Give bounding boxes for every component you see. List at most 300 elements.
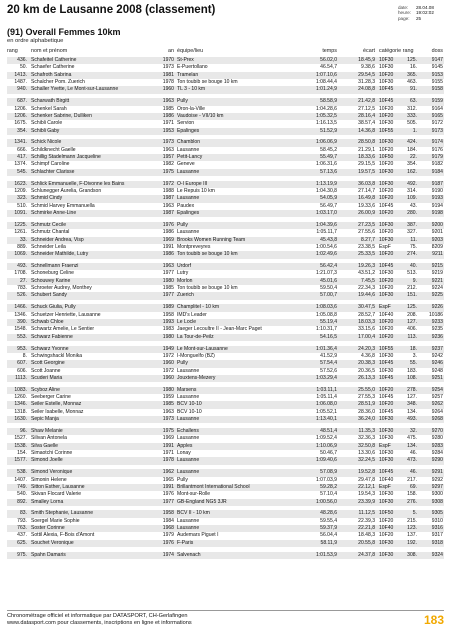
cell-year: 1963 bbox=[162, 263, 174, 270]
cell-rank: 436. bbox=[17, 57, 27, 63]
cell-time: 45.43,8 bbox=[320, 236, 337, 243]
cell-category-rank: 43. bbox=[409, 202, 417, 209]
cell-gap: 26.13,3 bbox=[358, 374, 375, 381]
cell-gap: 8.27,7 bbox=[360, 236, 375, 243]
page-value: 25 bbox=[416, 15, 422, 21]
cell-name: Schlick Emmanuelle, F-Divonne les Bains bbox=[31, 180, 125, 187]
cell-time: 1:10.06,9 bbox=[315, 442, 337, 449]
cell-category: 10F45 bbox=[379, 374, 394, 381]
table-row bbox=[7, 98, 444, 105]
cell-year: 1958 bbox=[162, 311, 174, 318]
cell-rank: 625. bbox=[17, 539, 27, 546]
cell-year: 1957 bbox=[162, 154, 174, 161]
cell-time: 1:08.03,6 bbox=[315, 304, 337, 311]
cell-rank: 1260. bbox=[14, 394, 27, 401]
cell-time: 1:05.32,5 bbox=[315, 112, 337, 119]
cell-club: Lausanne bbox=[177, 517, 200, 524]
cell-club: BCV II - 10 km bbox=[177, 510, 210, 517]
cell-category: 10F30 bbox=[379, 435, 394, 442]
table-row bbox=[7, 540, 444, 547]
cell-club: Le Mont-sur-Lausanne bbox=[177, 345, 228, 352]
cell-rank: 763. bbox=[17, 525, 27, 532]
cell-club: Jouxtens-Mezery bbox=[177, 374, 216, 381]
cell-time: 1:05.52,1 bbox=[315, 408, 337, 415]
table-row bbox=[7, 428, 444, 435]
cell-gap: 19.54,3 bbox=[358, 491, 375, 498]
cell-time: 55.49,7 bbox=[320, 154, 337, 161]
cell-gap: 21.42,8 bbox=[358, 98, 375, 105]
cell-club: Vaudoise - VII/10 km bbox=[177, 112, 224, 119]
cell-club: Lutry bbox=[177, 270, 189, 277]
cell-category: 10F30 bbox=[379, 57, 394, 63]
cell-gap: 25.55,0 bbox=[358, 386, 375, 393]
table-row bbox=[7, 477, 444, 484]
cell-gap: 28.16,4 bbox=[358, 112, 375, 119]
cell-category-rank: 208. bbox=[407, 311, 417, 318]
cell-time: 1:06.08,0 bbox=[315, 401, 337, 408]
cell-category: 10F30 bbox=[379, 450, 394, 456]
table-row bbox=[7, 229, 444, 236]
cell-rank: 1708. bbox=[14, 270, 27, 277]
cell-category-rank: 109. bbox=[407, 195, 417, 202]
cell-bib: 9242 bbox=[431, 352, 443, 359]
cell-category-rank: 312. bbox=[407, 105, 417, 112]
cell-year: 1958 bbox=[162, 510, 174, 517]
cell-year: 1963 bbox=[162, 408, 174, 415]
cell-name: Schaller Yvette, Le Mont-sur-Lausanne bbox=[31, 86, 119, 93]
cell-time: 58.45,2 bbox=[320, 146, 337, 153]
cell-time: 59.50,4 bbox=[320, 285, 337, 292]
cell-name: Schwartz Amelie, Le Sentier bbox=[31, 326, 95, 333]
cell-category: 10F20 bbox=[379, 386, 394, 393]
cell-category-rank: 75. bbox=[409, 243, 417, 250]
cell-name: Schneider Leila bbox=[31, 243, 66, 250]
cell-time: 1:09.40,6 bbox=[315, 457, 337, 464]
cell-year: 1973 bbox=[162, 416, 174, 423]
cell-category-rank: 212. bbox=[407, 285, 417, 292]
cell-category: 10F55 bbox=[379, 127, 394, 134]
cell-gap: 28.52,7 bbox=[358, 311, 375, 318]
cell-time: 1:01.24,9 bbox=[315, 86, 337, 93]
cell-category-rank: 473. bbox=[407, 457, 417, 464]
cell-club: Jaeger Lecoultre II - Jean-Marc Paget bbox=[177, 326, 262, 333]
cell-category: 10F30 bbox=[379, 539, 394, 546]
cell-category: 10F20 bbox=[379, 517, 394, 524]
cell-club: BCV 10-10 bbox=[177, 401, 202, 408]
cell-category-rank: 134. bbox=[407, 442, 417, 449]
cell-rank: 687. bbox=[17, 98, 27, 105]
cell-bib: 9254 bbox=[431, 386, 443, 393]
cell-year: 1988 bbox=[162, 188, 174, 194]
results-table bbox=[7, 57, 444, 559]
table-row bbox=[7, 443, 444, 450]
cell-category-rank: 387. bbox=[407, 221, 417, 228]
cell-name: Schmutz Cecile bbox=[31, 221, 67, 228]
cell-club: Lausanne bbox=[177, 435, 200, 442]
cell-name: Souchet Veronique bbox=[31, 539, 74, 546]
cell-category-rank: 55. bbox=[409, 360, 417, 367]
cell-club: Lausanne bbox=[177, 229, 200, 236]
cell-bib: 9219 bbox=[431, 270, 443, 277]
cell-time: 57.54,4 bbox=[320, 360, 337, 367]
cell-club: F-Paris bbox=[177, 539, 194, 546]
cell-rank: 1466. bbox=[14, 304, 27, 311]
cell-name: Soergel Marie Sophie bbox=[31, 517, 80, 524]
cell-category-rank: 424. bbox=[407, 139, 417, 146]
cell-name: Soster Corinne bbox=[31, 525, 65, 532]
cell-category: 10F20 bbox=[379, 333, 394, 340]
cell-rank: 1083. bbox=[14, 386, 27, 393]
table-row bbox=[7, 312, 444, 319]
cell-gap: 29.54,5 bbox=[358, 71, 375, 78]
cell-category: 10F45 bbox=[379, 408, 394, 415]
cell-name: Schibli Gaby bbox=[31, 127, 60, 134]
cell-category: 10F45 bbox=[379, 394, 394, 401]
cell-category-rank: 108. bbox=[407, 374, 417, 381]
cell-category-rank: 333. bbox=[407, 112, 417, 119]
cell-category: EspF bbox=[379, 483, 391, 490]
cell-name: Seeberger Carine bbox=[31, 394, 71, 401]
cell-time: 59.37,9 bbox=[320, 525, 337, 532]
cell-bib: 9176 bbox=[431, 146, 443, 153]
cell-club: Servion bbox=[177, 120, 195, 127]
cell-category-rank: 69. bbox=[409, 483, 417, 490]
cell-year: 1978 bbox=[162, 79, 174, 86]
cell-bib: 9145 bbox=[431, 64, 443, 71]
cell-category-rank: 327. bbox=[407, 229, 417, 236]
cell-category-rank: 127. bbox=[407, 394, 417, 401]
cell-gap: 7.45,5 bbox=[360, 277, 375, 284]
cell-bib: 9292 bbox=[431, 476, 443, 483]
cell-rank: 417. bbox=[17, 154, 27, 161]
cell-club: Geneve bbox=[177, 161, 195, 168]
table-row bbox=[7, 106, 444, 113]
cell-year: 1980 bbox=[162, 386, 174, 393]
cell-rank: 96. bbox=[19, 427, 27, 434]
table-row bbox=[7, 353, 444, 360]
page-number: 183 bbox=[423, 613, 444, 627]
cell-category-rank: 162. bbox=[407, 168, 417, 175]
cell-bib: 9221 bbox=[431, 277, 443, 284]
cell-category: 10F30 bbox=[379, 292, 394, 299]
table-row bbox=[7, 222, 444, 229]
cell-year: 1985 bbox=[162, 285, 174, 292]
cell-category: 10F45 bbox=[379, 202, 394, 209]
cell-category-rank: 280. bbox=[407, 210, 417, 217]
cell-category-rank: 5. bbox=[412, 510, 417, 517]
cell-club: Champlitel - 10 km bbox=[177, 304, 220, 311]
table-row bbox=[7, 120, 444, 127]
cell-bib: 9215 bbox=[431, 263, 443, 270]
cell-time: 57.13,6 bbox=[320, 168, 337, 175]
cell-rank: 889. bbox=[17, 243, 27, 250]
cell-bib: 9291 bbox=[431, 469, 443, 476]
cell-time: 1:04.30,8 bbox=[315, 188, 337, 194]
cell-name: Schoneburg Celine bbox=[31, 270, 74, 277]
cell-year: 1963 bbox=[162, 146, 174, 153]
cell-name: Schlunegger Aurelia, Grandson bbox=[31, 188, 102, 194]
hour-label: heure: bbox=[398, 10, 412, 16]
cell-name: Schneider Mathilde, Lutry bbox=[31, 251, 89, 258]
cell-bib: 9290 bbox=[431, 457, 443, 464]
cell-bib: 9318 bbox=[431, 539, 443, 546]
cell-name: Seiler Estelle, Monnaz bbox=[31, 401, 82, 408]
table-row bbox=[7, 285, 444, 292]
cell-category: 10F30 bbox=[379, 491, 394, 498]
cell-category: 10F20 bbox=[379, 251, 394, 258]
table-row bbox=[7, 203, 444, 210]
cell-club: Lausanne bbox=[177, 469, 200, 476]
table-row bbox=[7, 292, 444, 299]
cell-bib: 9147 bbox=[431, 57, 443, 63]
cell-club: Brillantmont International School bbox=[177, 483, 250, 490]
col-time: temps bbox=[322, 48, 337, 54]
cell-gap: 28.36,0 bbox=[358, 408, 375, 415]
cell-year: 1980 bbox=[162, 333, 174, 340]
cell-rank: 940. bbox=[17, 86, 27, 93]
cell-rank: 1206. bbox=[14, 105, 27, 112]
table-row bbox=[7, 263, 444, 270]
cell-name: Schneider Andrea, Visp bbox=[31, 236, 84, 243]
cell-year: 1960 bbox=[162, 86, 174, 93]
cell-category: 10F20 bbox=[379, 112, 394, 119]
cell-name: Schmid Harvey Emmanuella bbox=[31, 202, 95, 209]
cell-rank: 526. bbox=[17, 292, 27, 299]
cell-name: Simond Joelle bbox=[31, 457, 63, 464]
cell-category: 10F30 bbox=[379, 139, 394, 146]
cell-category: 10F20 bbox=[379, 195, 394, 202]
cell-category: EspF bbox=[379, 442, 391, 449]
cell-year: 1971 bbox=[162, 450, 174, 456]
section-subtitle: en ordre alphabetique bbox=[7, 38, 64, 44]
cell-club: Petit-Lancy bbox=[177, 154, 203, 161]
table-row bbox=[7, 409, 444, 416]
col-gap: écart bbox=[363, 48, 375, 54]
cell-time: 1:03.29,4 bbox=[315, 374, 337, 381]
cell-category: 10F30 bbox=[379, 236, 394, 243]
cell-time: 1:07.03,9 bbox=[315, 476, 337, 483]
cell-club: BCV 10-10 bbox=[177, 408, 202, 415]
cell-club: Marsens bbox=[177, 386, 197, 393]
cell-category-rank: 40. bbox=[409, 263, 417, 270]
cell-rank: 793. bbox=[17, 517, 27, 524]
cell-name: Sepic Manja bbox=[31, 416, 59, 423]
cell-category-rank: 183. bbox=[407, 367, 417, 374]
cell-rank: 1209. bbox=[14, 188, 27, 194]
cell-rank: 1630. bbox=[14, 416, 27, 423]
cell-category-rank: 365. bbox=[407, 71, 417, 78]
cell-category-rank: 463. bbox=[407, 79, 417, 86]
cell-club: Echallens bbox=[177, 427, 199, 434]
cell-rank: 783. bbox=[17, 285, 27, 292]
cell-category-rank: 348. bbox=[407, 401, 417, 408]
cell-gap: 22.34,3 bbox=[358, 285, 375, 292]
table-row bbox=[7, 195, 444, 202]
cell-year: 1982 bbox=[162, 161, 174, 168]
cell-rank: 1413. bbox=[14, 71, 27, 78]
cell-category: 10F20 bbox=[379, 188, 394, 194]
cell-bib: 9203 bbox=[431, 236, 443, 243]
cell-name: Schwarz Yvonne bbox=[31, 345, 69, 352]
cell-category: 10F20 bbox=[379, 532, 394, 539]
cell-time: 1:02.49,6 bbox=[315, 251, 337, 258]
cell-bib: 9262 bbox=[431, 401, 443, 408]
cell-gap: 23.39,9 bbox=[358, 498, 375, 505]
cell-category-rank: 113. bbox=[407, 333, 417, 340]
cell-rank: 493. bbox=[17, 263, 27, 270]
cell-gap: 20.55,8 bbox=[358, 539, 375, 546]
cell-club: Pully bbox=[177, 221, 188, 228]
cell-year: 1977 bbox=[162, 292, 174, 299]
cell-rank: 975. bbox=[17, 551, 27, 558]
table-row bbox=[7, 161, 444, 168]
col-rank: rang bbox=[7, 48, 18, 54]
cell-gap: 13.30,6 bbox=[358, 450, 375, 456]
cell-club: Zuerich bbox=[177, 292, 194, 299]
table-row bbox=[7, 188, 444, 195]
cell-bib: 9173 bbox=[431, 127, 443, 134]
table-row bbox=[7, 469, 444, 476]
table-row bbox=[7, 532, 444, 539]
cell-rank: 1069. bbox=[14, 251, 27, 258]
cell-rank: 33. bbox=[19, 236, 27, 243]
cell-time: 1:21.07,3 bbox=[315, 270, 337, 277]
cell-year: 1974 bbox=[162, 551, 174, 558]
cell-club: Oron-la-Ville bbox=[177, 105, 205, 112]
cell-time: 59.28,2 bbox=[320, 483, 337, 490]
table-row bbox=[7, 128, 444, 135]
table-row bbox=[7, 251, 444, 258]
cell-year: 1978 bbox=[162, 457, 174, 464]
cell-rank: 749. bbox=[17, 483, 27, 490]
cell-year: 1975 bbox=[162, 168, 174, 175]
cell-year: 1972 bbox=[162, 180, 174, 187]
cell-category-rank: 137. bbox=[407, 532, 417, 539]
cell-bib: 9190 bbox=[431, 188, 443, 194]
cell-name: Schwarz Fabienne bbox=[31, 333, 73, 340]
cell-year: 1972 bbox=[162, 367, 174, 374]
cell-time: 50.46,7 bbox=[320, 450, 337, 456]
footer-line-2: www.datasport.com pour classements, inscriptions en ligne et informations bbox=[7, 620, 192, 626]
cell-time: 1:13.40,1 bbox=[315, 416, 337, 423]
cell-club: Epalinges bbox=[177, 210, 200, 217]
cell-year: 1977 bbox=[162, 270, 174, 277]
col-year: an bbox=[168, 48, 174, 54]
table-row bbox=[7, 450, 444, 457]
cell-gap: 22.12,1 bbox=[358, 483, 375, 490]
col-category-rank: catégorie rang bbox=[379, 48, 414, 54]
cell-gap: 28.50,8 bbox=[358, 139, 375, 146]
cell-club: Urdorf bbox=[177, 263, 192, 270]
cell-bib: 9159 bbox=[431, 98, 443, 105]
cell-year: 1969 bbox=[162, 435, 174, 442]
table-row bbox=[7, 491, 444, 498]
cell-category-rank: 475. bbox=[407, 435, 417, 442]
cell-club: I-Monguelfo (BZ) bbox=[177, 352, 215, 359]
cell-club: Brooks Women Running Team bbox=[177, 236, 246, 243]
cell-category: 10F20 bbox=[379, 277, 394, 284]
cell-category: 10F30 bbox=[379, 168, 394, 175]
cell-name: Schroeter Audrey, Monthey bbox=[31, 285, 92, 292]
cell-bib: 9200 bbox=[431, 221, 443, 228]
cell-name: Schildknecht Gaelle bbox=[31, 146, 76, 153]
cell-category: 10F30 bbox=[379, 352, 394, 359]
table-row bbox=[7, 499, 444, 506]
cell-category: 10F20 bbox=[379, 161, 394, 168]
cell-time: 1:09.52,4 bbox=[315, 435, 337, 442]
cell-time: 58.58,9 bbox=[320, 98, 337, 105]
cell-category: EspF bbox=[379, 304, 391, 311]
cell-gap: 33.15,6 bbox=[358, 326, 375, 333]
cell-category: 10F45 bbox=[379, 469, 394, 476]
cell-rank: 1225. bbox=[14, 221, 27, 228]
cell-gap: 27.23,5 bbox=[358, 221, 375, 228]
cell-club: Chamblon bbox=[177, 139, 201, 146]
cell-name: Schalcher Pom. Zuerich bbox=[31, 79, 85, 86]
cell-bib: 9193 bbox=[431, 195, 443, 202]
cell-year: 1977 bbox=[162, 498, 174, 505]
cell-category-rank: 184. bbox=[407, 146, 417, 153]
cell-category: 10F45 bbox=[379, 360, 394, 367]
cell-gap: 32.50,8 bbox=[358, 442, 375, 449]
cell-gap: 24.20,3 bbox=[358, 345, 375, 352]
cell-category: 10F20 bbox=[379, 105, 394, 112]
cell-rank: 1577. bbox=[14, 457, 27, 464]
race-title: 20 km de Lausanne 2008 (classement) bbox=[7, 4, 216, 16]
cell-category: 10F20 bbox=[379, 146, 394, 153]
cell-name: Schmutz Chantal bbox=[31, 229, 70, 236]
table-row bbox=[7, 169, 444, 176]
table-row bbox=[7, 510, 444, 517]
cell-club: Morlon bbox=[177, 277, 193, 284]
cell-gap: 38.57,4 bbox=[358, 120, 375, 127]
cell-year: 1991 bbox=[162, 243, 174, 250]
col-bib: doss bbox=[431, 48, 443, 54]
cell-year: 1986 bbox=[162, 229, 174, 236]
cell-club: Pully bbox=[177, 98, 188, 105]
table-row bbox=[7, 64, 444, 71]
cell-year: 1976 bbox=[162, 491, 174, 498]
cell-category: 10F20 bbox=[379, 71, 394, 78]
footer bbox=[7, 613, 192, 627]
table-row bbox=[7, 360, 444, 367]
cell-time: 1:13.19,9 bbox=[315, 180, 337, 187]
cell-time: 41.52,9 bbox=[320, 352, 337, 359]
cell-gap: 22.21,8 bbox=[358, 525, 375, 532]
cell-bib: 9194 bbox=[431, 202, 443, 209]
cell-year: 1953 bbox=[162, 127, 174, 134]
cell-time: 1:06.31,6 bbox=[315, 161, 337, 168]
cell-name: Schmid Cindy bbox=[31, 195, 63, 202]
cell-bib: 9211 bbox=[432, 251, 443, 258]
cell-time: 1:04.39,6 bbox=[315, 221, 337, 228]
cell-time: 56.02,0 bbox=[320, 57, 337, 63]
cell-category-rank: 354. bbox=[407, 161, 417, 168]
cell-bib: 9264 bbox=[431, 408, 443, 415]
cell-gap: 9.38,6 bbox=[360, 64, 375, 71]
cell-time: 46.54,7 bbox=[320, 64, 337, 71]
cell-category-rank: 492. bbox=[407, 180, 417, 187]
cell-year: 1970 bbox=[162, 57, 174, 63]
cell-time: 1:05.11,7 bbox=[316, 229, 337, 236]
cell-time: 48.28,6 bbox=[320, 510, 337, 517]
cell-year: 1981 bbox=[162, 71, 174, 78]
cell-category-rank: 513. bbox=[407, 270, 417, 277]
cell-club: Audemars Piguet I bbox=[177, 532, 219, 539]
cell-rank: 1407. bbox=[14, 476, 27, 483]
cell-year: 1985 bbox=[162, 401, 174, 408]
cell-gap: 20.38,3 bbox=[358, 360, 375, 367]
